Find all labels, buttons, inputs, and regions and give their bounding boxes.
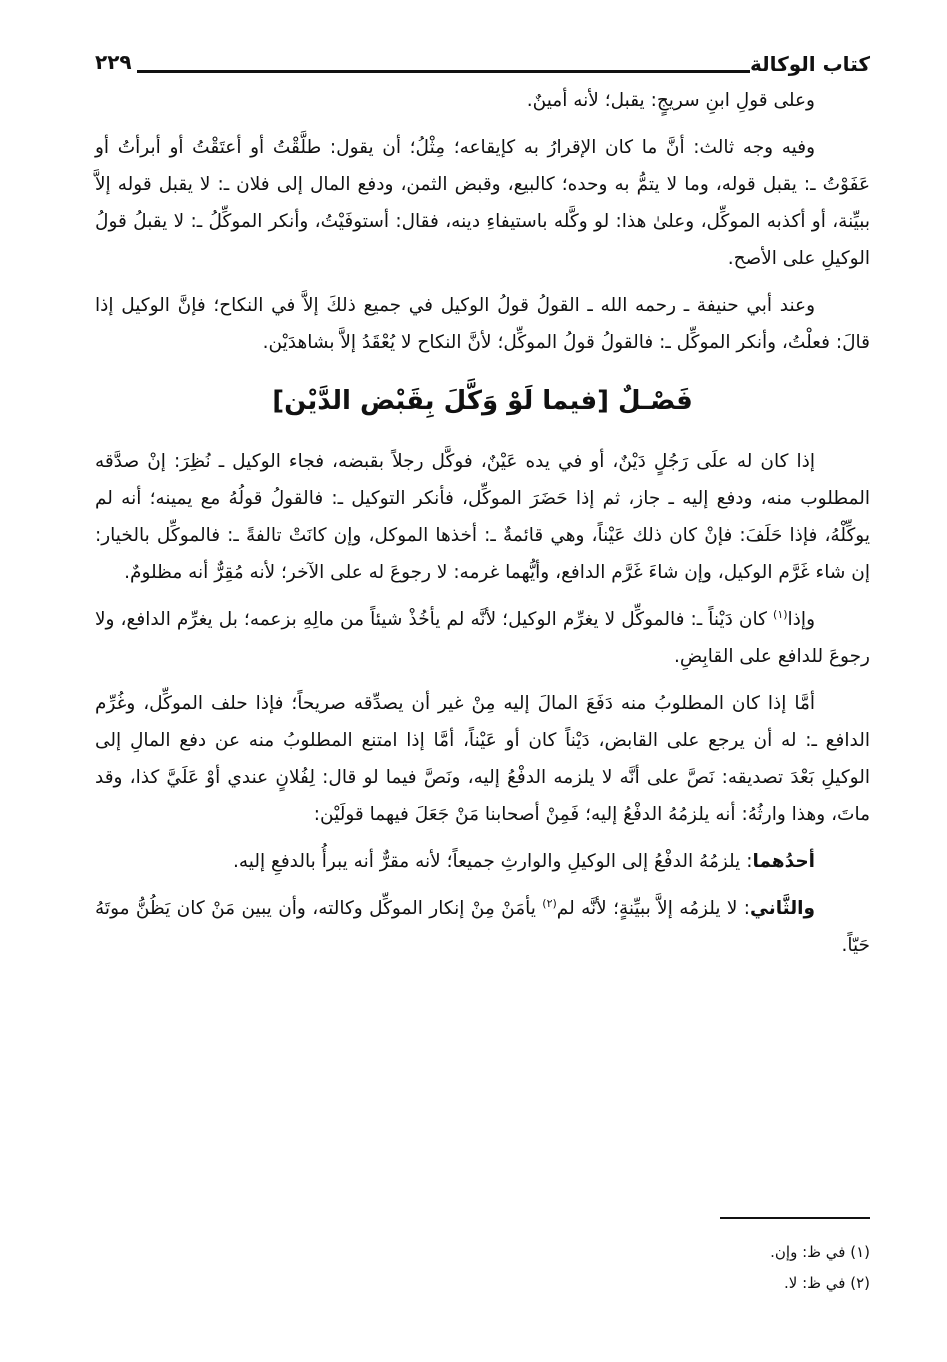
book-page	[95, 30, 870, 1330]
second-opinion-label: والثَّاني	[750, 898, 815, 919]
paragraph-debt-case	[95, 601, 870, 675]
header-rule	[137, 70, 750, 73]
footnote-reference-1: (١)	[773, 607, 788, 621]
paragraph-third-view: وفيه وجه ثالث: أنَّ ما كان الإقرارُ به كإيقاعه؛ مِثْلُ؛ أن يقول: طلَّقْتُ أو أعتَقْتُ أو أبرأتُ أو عَفَوْتُ ـ: يقبل قوله، وما لا يتمُّ به وحده؛ كالبيع، وقبض الثمن، ودفع المال إلى فلان ـ: لا يقبل قوله إلاَّ ببيِّنة، أو أكذبه الموكِّل، وعلىٰ هذا: لو وكَّله باستيفاءِ دينه، فقال: أستوفَيْتُ، وأنكر الموكِّلُ ـ: لا يقبلُ قولُ الوكيلِ على الأصح.	[95, 137, 870, 269]
footnote-rule	[720, 1217, 870, 1219]
book-title: كتاب الوكالة	[749, 52, 870, 76]
paragraph-without-confirmation: أمَّا إذا كان المطلوبُ منه دَفَعَ المالَ إليه مِنْ غير أن يصدِّقه صريحاً؛ فإذا حلف الموكِّل، وغُرِّم الدافع ـ: له أن يرجع على القابض، دَيْناً كان أو عَيْناً، أمَّا إذا امتنع المطلوبُ منه عن دفع المالِ إلى الوكيلِ بَعْدَ تصديقه: نَصَّ على أنَّه لا يلزمه الدفْعُ إليه، ونَصَّ فيما لو قال: لِفُلانٍ عندي أوْ عَلَيَّ كذا، وقد ماتَ، وهذا وارثُهُ: أنه يلزمُهُ الدفْعُ إليه؛ فَمِنْ أصحابنا مَنْ جَعَلَ فيهما قولَيْن:	[95, 693, 870, 825]
paragraph-ibn-surayj: وعلى قولِ ابنِ سريجٍ: يقبل؛ لأنه أمينٌ.	[526, 90, 815, 111]
footnotes	[95, 1217, 870, 1299]
paragraph-debt-agent: إذا كان له علَى رَجُلٍ دَيْنٌ، أو في يده عَيْنٌ، فوكَّل رجلاً بقبضه، فجاء الوكيل ـ نُظِرَ: إنْ صدَّقه المطلوب منه، ودفع إليه ـ جاز، ثم إذا حَضَرَ الموكِّل، فأنكر التوكيل ـ: فالقولُ قولُهُ مع يمينه؛ أنه لم يوكِّلْهُ، فإذا حَلَفَ: فإنْ كان ذلك عَيْناً، وهي قائمةٌ ـ: أخذها الموكل، وإن كانَتْ تالفةً ـ: فالموكِّل بالخيار: إن شاء غَرَّم الوكيل، وإن شاءَ غَرَّم الدافع، وأيُّهما غرمه: لا رجوعَ له على الآخر؛ لأنه مُقِرٌّ أنه مظلومٌ.	[95, 451, 870, 583]
footnote-reference-2: (٢)	[542, 896, 557, 910]
paragraph-text: : يلزمُهُ الدفْعُ إلى الوكيلِ والوارثِ جميعاً؛ لأنه مقرٌّ أنه يبرأُ بالدفعِ إليه.	[232, 851, 753, 872]
paragraph-first-opinion	[95, 843, 870, 880]
footnote-1: (١) في ظ: وإن.	[770, 1243, 870, 1261]
section-heading: فَصْـلٌ [فيما لَوْ وَكَّلَ بِقَبْض الدَّيْن]	[272, 386, 693, 416]
paragraph-second-opinion	[95, 890, 870, 964]
first-opinion-label: أحدُهما	[752, 851, 815, 872]
paragraph-text: وإذا	[787, 609, 815, 630]
page-number: ٢٢٩	[95, 50, 132, 74]
paragraph-text: : لا يلزمُه إلاَّ ببيِّنةٍ؛ لأنَّه لم	[556, 898, 751, 919]
running-header	[95, 30, 870, 82]
paragraph-abu-hanifa: وعند أبي حنيفة ـ رحمه الله ـ القولُ قولُ الوكيل في جميع ذلكَ إلاَّ في النكاح؛ فإنَّ الوكيل إذا قالَ: فعلْتُ، وأنكر الموكِّل ـ: فالقولُ قولُ الموكِّل؛ لأنَّ النكاح لا يُعْقَدُ إلاَّ بشاهدَيْن.	[95, 295, 870, 353]
footnote-2: (٢) في ظ: لا.	[784, 1274, 870, 1292]
main-text	[95, 82, 870, 964]
paragraph-text: كان دَيْناً ـ: فالموكِّل لا يغرِّم الوكيل؛ لأنَّه لم يأخُذْ شيئاً من مالِهِ بزعمه؛ بل يغرِّم الدافع، ولا رجوعَ للدافع على القابِضِ.	[95, 609, 870, 667]
paragraph-text: يأمَنْ مِنْ إنكار الموكِّل وكالته، وأن يبين مَنْ كان يَظُنُّ موتَهُ حَيّاً.	[95, 898, 870, 956]
